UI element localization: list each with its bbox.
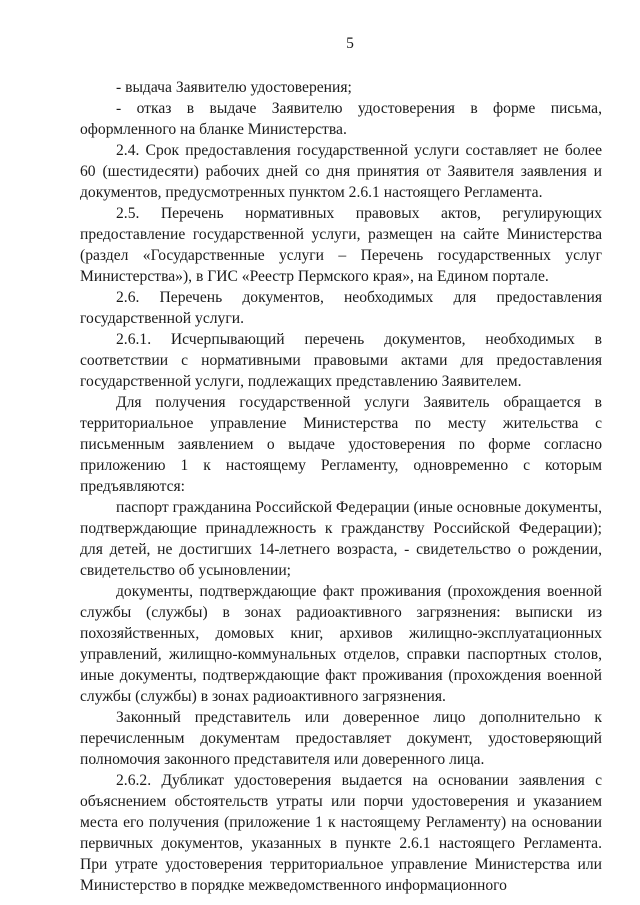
paragraph-passport: паспорт гражданина Российской Федерации (иные основные документы, подтверждающие принадлежность к гражданству Российской Федерации); для детей, не достигших 14-летнего возраста, - свидетельство о рождении, свидетельство об усыновлении; (80, 499, 602, 579)
paragraph-2-5-legal-acts: 2.5. Перечень нормативных правовых актов, регулирующих предоставление государственной услуги, размещен на сайте Министерства (раздел «Государственные услуги – Перечень государственных услуг Министерства»), в ГИС «Реестр Пермского края», на Едином портале. (80, 205, 602, 285)
paragraph-issue-certificate: - выдача Заявителю удостоверения; (116, 79, 352, 96)
paragraph-refusal-letter: - отказ в выдаче Заявителю удостоверения в форме письма, оформленного на бланке Министерства. (80, 100, 602, 138)
paragraph-2-6-documents: 2.6. Перечень документов, необходимых для предоставления государственной услуги. (80, 289, 602, 327)
paragraph-residence-documents: документы, подтверждающие факт проживания (прохождения военной службы (службы) в зонах радиоактивного загрязнения: выписки из похозяйственных, домовых книг, архивов жилищно-эксплуатационных управлений, жилищно-коммунальных отделов, справки паспортных столов, иные документы, подтверждающие факт проживания (прохождения военной службы (службы) в зонах радиоактивного загрязнения. (80, 583, 602, 705)
paragraph-legal-representative: Законный представитель или доверенное лицо дополнительно к перечисленным документам предоставляет документ, удостоверяющий полномочия законного представителя или доверенного лица. (80, 709, 602, 768)
paragraph-2-6-2-duplicate: 2.6.2. Дубликат удостоверения выдается на основании заявления с объяснением обстоятельств утраты или порчи удостоверения и указанием места его получения (приложение 1 к настоящему Регламенту) на основании первичных документов, указанных в пункте 2.6.1 настоящего Регламента. При утрате удостоверения территориальное управление Министерства или Министерство в порядке межведомственного информационного (80, 772, 602, 894)
paragraph-2-6-1-exhaustive-list: 2.6.1. Исчерпывающий перечень документов, необходимых в соответствии с нормативными правовыми актами для предоставления государственной услуги, подлежащих представлению Заявителем. (80, 331, 602, 390)
page-number: 5 (346, 35, 354, 52)
paragraph-applicant-request: Для получения государственной услуги Заявитель обращается в территориальное управление Министерства по месту жительства с письменным заявлением о выдаче удостоверения по форме согласно приложению 1 к настоящему Регламенту, одновременно с которым предъявляются: (80, 394, 602, 495)
paragraph-2-4-term: 2.4. Срок предоставления государственной услуги составляет не более 60 (шестидесяти) рабочих дней со дня принятия от Заявителя заявления и документов, предусмотренных пунктом 2.6.1 настоящего Регламента. (80, 142, 602, 201)
